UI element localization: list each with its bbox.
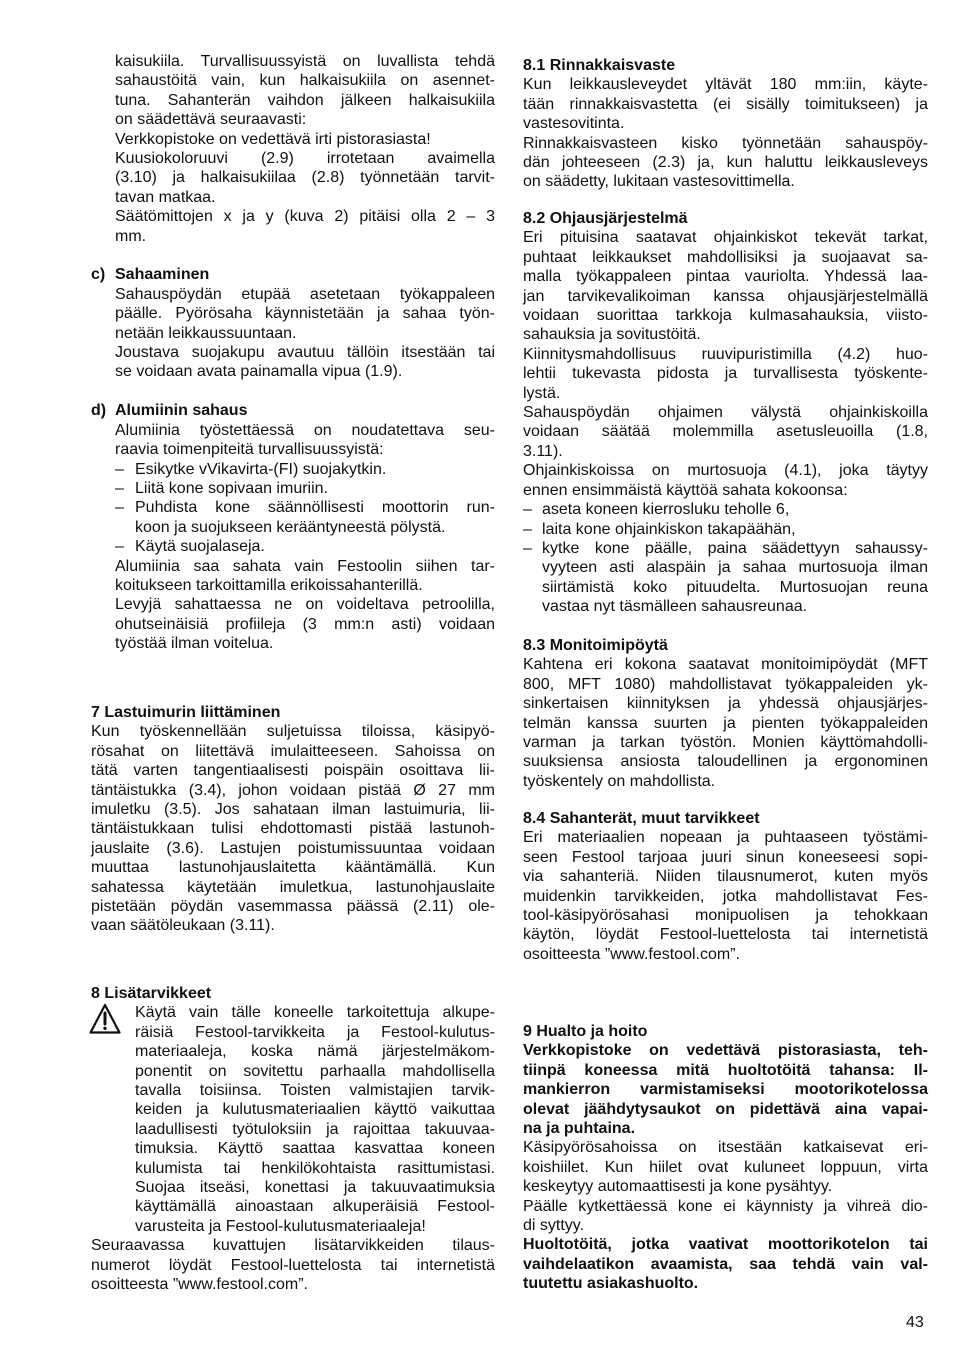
text-line: (3.10) ja halkaisukiilaa (2.8) työnnetään tarvit- [115,169,495,187]
section-title: Sahaaminen [115,266,210,284]
section-8-2 [523,209,928,617]
text-line: rösahat on liitettävä imulaitteeseen. Sahoissa on [91,742,495,760]
text-line: Verkkopistoke on vedettävä pistorasiasta, teh- [523,1042,928,1060]
text-line: on säädetty, lukitaan vastesovittimella. [523,173,795,191]
text-line: mm. [115,227,147,245]
text-line: Kiinnitysmahdollisuus ruuvipuristimilla (4.2) huo- [523,345,928,363]
text-line: varman ja tarkan työstön. Monien käyttömahdolli- [523,734,928,752]
text-line: via sahanteriä. Niiden tilausnumerot, kuten myös [523,868,928,886]
text-line: Joustava suojakupu avautuu tällöin itsestään tai [115,344,495,362]
warning-block [91,1003,495,1236]
left-column [91,52,495,654]
text-line: käyttämällä ainoastaan alkuperäisiä Festool- [135,1198,495,1216]
text-line: täntäistukkaan tulisi ehdottomasti pistää lastunoh- [91,820,495,838]
section-8-1 [523,56,928,192]
section-heading: 8 Lisätarvikkeet [91,985,212,1002]
text-line: työstää ilman voitelua. [115,635,274,653]
text-line: räisiä Festool-tarvikkeita ja Festool-kulutus- [135,1023,495,1041]
text-line: osoitteesta ”www.festool.com”. [523,945,740,963]
text-line: numerot löydät Festool-luettelosta tai internetistä [91,1256,495,1274]
text-line: netään leikkaussuuntaan. [115,324,297,342]
text-line: 800, MFT 1080) mahdollistavat työkappaleiden yk- [523,675,928,693]
list-item-cont: siirtämistä koko pituudelta. Murtosuojan reuna [542,578,928,596]
text-line: tiinpä koneessa mitä huoltotöitä tahansa: Il- [523,1061,928,1079]
warning-triangle-icon [89,1003,121,1035]
text-line: Eri pituisina saatavat ohjainkiskot tekevät tarkat, [523,229,928,247]
list-item-cont: koon ja suojukseen kerääntyneestä pölystä. [135,518,446,536]
text-line: Kahtena eri kokona saatavat monitoimipöydät (MFT [523,656,928,674]
list-item: – kytke kone päälle, paina säädettyyn sahaussy- [523,539,928,558]
text-line: jan tarvikevalikoiman kanssa ohjausjärjestelmällä [523,287,928,305]
text-line: vaan säätöleukaan (3.11). [91,917,275,935]
text-line: koishiilet. Kun hiilet ovat kuluneet loppuun, virta [523,1158,928,1176]
text-line: on säädettävä seuraavasti: [115,111,307,129]
text-line: sinkertaisen kiinnityksen ja yhdessä ohjausjärjes- [523,695,928,713]
text-line: Kuusiokoloruuvi (2.9) irrotetaan avaimella [115,150,495,168]
text-line: telmän kanssa suurten ja pienten työkappaleiden [523,714,928,732]
section-d [91,401,495,653]
text-line: Alumiinia työstettäessä on noudatettava seu- [115,421,495,439]
text-line: muuttaa lastunohjauslaitetta kääntämällä. Kun [91,859,495,877]
text-line: Ohjainkiskoissa on murtosuoja (4.1), joka täytyy [523,462,928,480]
intro-block [91,52,495,246]
text-line: ennen ensimmäistä käyttöä sahata kokoonsa: [523,481,848,499]
list-item: – laita kone ohjainkiskon takapäähän, [523,520,928,539]
section-c [91,265,495,381]
page-number: 43 [906,1314,924,1331]
list-item: – Liitä kone sopivaan imuriin. [91,479,495,498]
text-line: Suojaa itseäsi, konettasi ja takuuvaatimuksia [135,1179,495,1197]
text-line: vaihdelaatikon avaamista, saa tehdä vain val- [523,1255,928,1273]
section-8-4 [523,809,928,964]
section-8 [91,984,495,1295]
text-line: työskentely on mahdollista. [523,772,716,790]
text-line: tätä varten tangentiaalisesti poispäin osoittava lii- [91,762,495,780]
text-line: muidenkin tarvikkeiden, jotka mahdollistavat Fes- [523,887,928,905]
section-8-3 [523,636,928,791]
text-line: puhtaat leikkaukset mahdollisiksi ja suojaavat sa- [523,248,928,266]
section-heading: 9 Hualto ja hoito [523,1023,648,1040]
text-line: Päälle kytkettäessä kone ei käynnisty ja vihreä dio- [523,1197,928,1215]
text-line: malla työkappaleen pintaa vauriolta. Yhdessä laa- [523,268,928,286]
section-heading: 8.2 Ohjausjärjestelmä [523,210,688,227]
text-line: Sahauspöydän etupää asetetaan työkappaleen [115,285,495,303]
text-line: käytön, löydät Festool-luettelosta tai internetistä [523,926,928,944]
text-line: 3.11). [523,442,563,460]
text-line: varusteita ja Festool-kulutusmateriaaleja! [135,1217,426,1235]
text-line: lystä. [523,384,561,402]
text-line: voidaan suorittaa tarkkoja kulmasahauksia, viisto- [523,307,928,325]
text-line: Seuraavassa kuvattujen lisätarvikkeiden tilaus- [91,1237,495,1255]
text-line: koitukseen tarkoittamilla erikoissahanterillä. [115,576,423,594]
text-line: materiaaleja, koska nämä järjestelmäkom- [135,1043,495,1061]
section-title: Alumiinin sahaus [115,402,248,420]
text-line: tavan matkaa. [115,188,216,206]
section-heading: 8.3 Monitoimipöytä [523,637,668,654]
text-line: keiden ja kulutusmateriaalien käyttö vaikuttaa [135,1101,495,1119]
section-label: c) [91,266,106,284]
text-line: Alumiinia saa sahata vain Festoolin siihen tar- [115,557,495,575]
text-line: Säätömittojen x ja y (kuva 2) pitäisi olla 2 – 3 [115,208,495,226]
text-line: päälle. Pyörösaha käynnistetään ja sahaa työn- [115,305,495,323]
section-heading: 8.1 Rinnakkaisvaste [523,57,676,74]
text-line: Käsipyörösahoissa on itsestään katkaisevat eri- [523,1139,928,1157]
section-heading [91,401,495,420]
text-line: tään rinnakkaisvastetta (ei sisälly toimitukseen) ja [523,95,928,113]
text-line: ponentit on sovitettu parhaalla mahdollisella [135,1062,495,1080]
text-line: tuna. Sahanterän vaihdon jälkeen halkaisukiila [115,91,495,109]
text-line: tavalla toisiinsa. Toisten valmistajien tarvik- [135,1082,495,1100]
list-item: – aseta koneen kierrosluku teholle 6, [523,500,928,519]
list-item-cont: vyyteen asti alaspäin ja sahaa murtosuoja ilman [542,559,928,577]
text-line: dän johteeseen (2.3) ja, kun haluttu leikkausleveys [523,154,928,172]
text-line: suuksiensa ansiosta taloudellinen ja ergonominen [523,753,928,771]
list-item: – Puhdista kone säännöllisesti moottorin run- [91,498,495,517]
text-line: sahaustöitä vain, kun halkaisukiila on asennet- [115,72,495,90]
list-item: – Esikytke vVikavirta-(FI) suojakytkin. [91,460,495,479]
text-line: se voidaan avata painamalla vipua (1.9). [115,363,403,381]
text-line: Kun leikkausleveydet yltävät 180 mm:iin, käyte- [523,76,928,94]
text-line: Levyjä sahattaessa ne on voideltava petroolilla, [115,596,495,614]
section-7 [91,703,495,936]
text-line: kulumista tai henkilökohtaista rasittumistasi. [135,1159,495,1177]
text-line: osoitteesta ”www.festool.com”. [91,1276,308,1294]
text-line: täntäistukka (3.4), johon voidaan pistää Ø 27 mm [91,781,495,799]
text-line: keskeytyy automaattisesti ja kone pysähtyy. [523,1178,833,1196]
section-heading: 7 Lastuimurin liittäminen [91,704,281,721]
text-line: seen Festool tarjoaa juuri sinun koneeseesi sopi- [523,848,928,866]
text-line: laadullisesti työtuloksiin ja rajoittaa takuuvaa- [135,1120,495,1138]
section-heading [91,265,495,284]
text-line: raavia toimenpiteitä turvallisuussyistä: [115,441,384,459]
text-line: Eri materiaalien nopeaan ja puhtaaseen työstämi- [523,829,928,847]
text-line: imuletku (3.5). Jos sahataan ilman lastuimuria, lii- [91,801,495,819]
list-item: – Käytä suojalaseja. [91,537,495,556]
text-line: di syttyy. [523,1217,585,1235]
text-line: na ja puhtaina. [523,1120,636,1138]
text-line: Käytä vain tälle koneelle tarkoitettuja alkupe- [135,1004,495,1022]
text-line: kaisukiila. Turvallisuussyistä on luvallista tehdä [115,53,495,70]
text-line: mankierron varmistamiseksi mootorikotelossa [523,1081,928,1099]
list-item-cont: vastaa nyt täsmälleen sahausreunaa. [542,598,808,616]
text-line: Sahauspöydän ohjaimen välystä ohjainkiskoilla [523,404,928,422]
text-line: sahauksia ja sovitustöitä. [523,326,701,344]
text-line: sahatessa käytetään imuletkua, lastunohjauslaite [91,878,495,896]
text-line: olevat jäähdytysaukot on pidettävä aina vapai- [523,1100,928,1118]
text-line: pistetään pöydän vasemmassa päässä (2.11) ole- [91,898,495,916]
text-line: vastesovitinta. [523,115,625,133]
text-line: voidaan säätää molemmilla asetusleuoilla (1.8, [523,423,928,441]
text-line: ohutseinäisiä profiileja (3 mm:n asti) voidaan [115,615,495,633]
text-line: Kun työskennellään suljetuissa tiloissa, käsipyö- [91,723,495,741]
text-line: lehtii tukevasta pidosta ja turvallisesta työskente- [523,365,928,383]
text-line: timuksia. Käyttö saattaa kasvattaa koneen [135,1140,495,1158]
section-9 [523,1022,928,1294]
text-line: tuutettu asiakashuolto. [523,1275,699,1293]
section-heading: 8.4 Sahanterät, muut tarvikkeet [523,810,760,827]
text-line: Huoltotöitä, jotka vaativat moottorikotelon tai [523,1236,928,1254]
text-line: jauslaite (3.6). Lastujen poistumissuuntaa voidaan [91,839,495,857]
text-line: Rinnakkaisvasteen kisko työnnetään sahauspöy- [523,134,928,152]
text-line: Verkkopistoke on vedettävä irti pistorasiasta! [115,130,431,148]
text-line: tool-käsipyörösahasi monipuolisen ja tehokkaan [523,907,928,925]
section-label: d) [91,402,107,420]
